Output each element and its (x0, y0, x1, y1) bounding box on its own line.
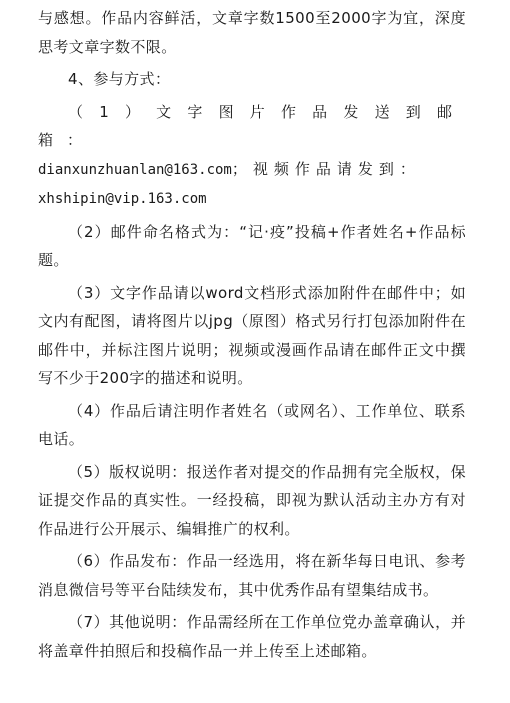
item-1-submission-email (38, 98, 466, 214)
item-4-author-info: （4）作品后请注明作者姓名（或网名）、工作单位、联系电话。 (38, 401, 466, 448)
item-7-other-notes: （7）其他说明：作品需经所在工作单位党办盖章确认，并将盖章件拍照后和投稿作品一并上传至上述邮箱。 (38, 613, 466, 660)
item-1-video-lead: ；视频作品请发到： (231, 159, 421, 178)
item-1-lead: （1）文字图片作品发送到邮箱： (38, 102, 466, 149)
email-video-submissions: xhshipin@vip.163.com (38, 191, 207, 207)
email-text-submissions: dianxunzhuanlan@163.com (38, 161, 232, 178)
paragraph-continued: 与感想。作品内容鲜活，文章字数1500至2000字为宜，深度思考文章字数不限。 (38, 9, 466, 56)
item-6-publication: （6）作品发布：作品一经选用，将在新华每日电讯、参考消息微信号等平台陆续发布，其中优秀作品有望集结成书。 (38, 552, 466, 599)
item-3-attachment-format: （3）文字作品请以word文档形式添加附件在邮件中；如文内有配图，请将图片以jpg（原图）格式另行打包添加附件在邮件中，并标注图片说明；视频或漫画作品请在邮件正文中撰写不少于200字的描述和说明。 (38, 283, 466, 387)
section-heading-participation: 4、参与方式： (68, 70, 171, 88)
item-2-email-naming: （2）邮件命名格式为：“记·疫”投稿+作者姓名+作品标题。 (38, 222, 466, 269)
item-5-copyright: （5）版权说明：报送作者对提交的作品拥有完全版权，保证提交作品的真实性。一经投稿，即视为默认活动主办方有对作品进行公开展示、编辑推广的权利。 (38, 462, 466, 538)
